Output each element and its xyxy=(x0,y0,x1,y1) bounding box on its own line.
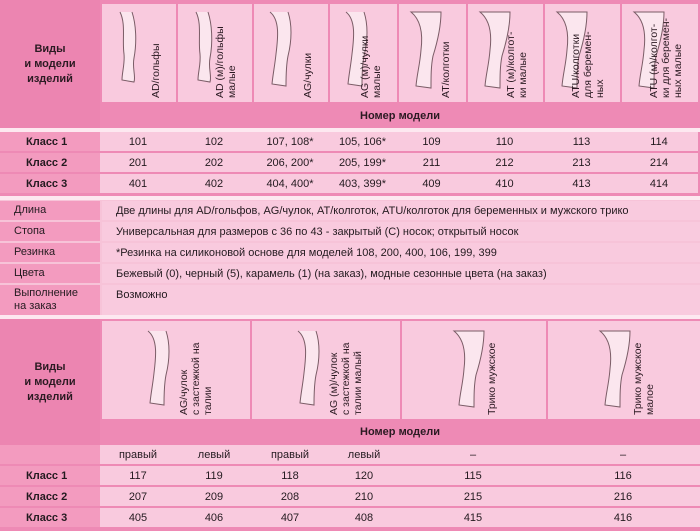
label-line: Виды xyxy=(34,360,66,373)
product-name-line: с застежкой на xyxy=(190,342,202,415)
product-header xyxy=(178,4,252,102)
label-line: изделий xyxy=(27,390,73,403)
leg-icon xyxy=(110,10,150,90)
info-value: *Резинка на силиконовой основе для моделей 108, 200, 400, 106, 199, 399 xyxy=(102,243,700,262)
model-number-cell: 107, 108* xyxy=(252,132,328,151)
info-label xyxy=(0,222,100,241)
label-line: Выполнение xyxy=(14,287,79,299)
table2-model-band: Номер модели xyxy=(100,421,700,443)
class-label: Класс 2 xyxy=(0,153,100,172)
model-number-cell: 102 xyxy=(176,132,252,151)
product-name-line: малые xyxy=(371,65,383,98)
product-header xyxy=(254,4,328,102)
model-number-cell: 404, 400* xyxy=(252,174,328,193)
product-name-line: Трико мужское xyxy=(632,342,644,415)
label-line: и модели xyxy=(24,57,76,70)
class-label: Класс 3 xyxy=(0,174,100,193)
product-header xyxy=(622,4,698,102)
model-number-cell: 403, 399* xyxy=(328,174,397,193)
side-cell: – xyxy=(546,445,700,464)
model-number-cell: 118 xyxy=(252,466,328,485)
info-value: Бежевый (0), черный (5), карамель (1) (на заказ), модные сезонные цвета (на заказ) xyxy=(102,264,700,283)
model-number-cell: 410 xyxy=(466,174,543,193)
side-cell: левый xyxy=(328,445,400,464)
model-number-cell: 211 xyxy=(397,153,466,172)
model-number-cell: 213 xyxy=(543,153,620,172)
product-name-line: AD/гольфы xyxy=(150,43,162,98)
model-number-cell: 215 xyxy=(400,487,546,506)
label-line: на заказ xyxy=(14,300,57,312)
product-name-line: ки для беремен- xyxy=(660,17,672,98)
product-name-line: ных малые xyxy=(672,43,684,98)
info-value: Две длины для AD/гольфов, AG/чулок, AT/колготок, ATU/колготок для беременных и мужского трико xyxy=(102,201,700,220)
model-number-cell: 116 xyxy=(546,466,700,485)
product-header xyxy=(102,4,176,102)
class-label: Класс 1 xyxy=(0,132,100,151)
model-number-cell: 206, 200* xyxy=(252,153,328,172)
product-name-line: AG (м)/чулки xyxy=(359,35,371,98)
product-name-line: талии xyxy=(202,386,214,415)
info-gap xyxy=(0,196,700,200)
product-header xyxy=(548,321,700,419)
model-number-cell: 207 xyxy=(100,487,176,506)
product-name-line: AG/чулки xyxy=(302,52,314,98)
model-number-cell: 202 xyxy=(176,153,252,172)
side-cell: – xyxy=(400,445,546,464)
model-number-cell: 414 xyxy=(620,174,698,193)
info-label xyxy=(0,264,100,283)
model-number-cell: 109 xyxy=(397,132,466,151)
model-number-cell: 101 xyxy=(100,132,176,151)
table1-side-label xyxy=(0,0,100,128)
leg-icon xyxy=(290,329,330,409)
product-header xyxy=(102,321,250,419)
model-number-cell: 117 xyxy=(100,466,176,485)
table1-model-band: Номер модели xyxy=(100,104,700,128)
model-number-cell: 119 xyxy=(176,466,252,485)
model-number-cell: 408 xyxy=(328,508,400,527)
model-number-cell: 405 xyxy=(100,508,176,527)
info-label xyxy=(0,201,100,220)
model-number-cell: 416 xyxy=(546,508,700,527)
model-number-cell: 210 xyxy=(328,487,400,506)
product-name-line: с застежкой на xyxy=(340,342,352,415)
product-header xyxy=(399,4,466,102)
label-line: изделий xyxy=(27,72,73,85)
product-header xyxy=(402,321,546,419)
product-name-line: ки малые xyxy=(517,52,529,98)
label-line: Стопа xyxy=(14,225,46,237)
product-name-line: Трико мужское xyxy=(486,342,498,415)
product-name-line: AG (м)/чулок xyxy=(328,352,340,415)
label-line: и модели xyxy=(24,375,76,388)
product-name-line: AT (м)/колгот- xyxy=(505,31,517,98)
model-number-cell: 406 xyxy=(176,508,252,527)
product-name-line: малое xyxy=(644,384,656,415)
side-cell: правый xyxy=(252,445,328,464)
product-name-line: AD (м)/гольфы xyxy=(214,26,226,98)
product-name-line: малые xyxy=(226,65,238,98)
class-label: Класс 2 xyxy=(0,487,100,506)
model-number-cell: 212 xyxy=(466,153,543,172)
product-header xyxy=(468,4,543,102)
label-line: Цвета xyxy=(14,267,45,279)
info-label xyxy=(0,285,100,315)
side-label-blank xyxy=(0,445,100,464)
model-number-cell: 401 xyxy=(100,174,176,193)
model-number-cell: 208 xyxy=(252,487,328,506)
info-value: Возможно xyxy=(102,285,700,315)
product-header xyxy=(330,4,397,102)
model-number-cell: 214 xyxy=(620,153,698,172)
model-number-cell: 120 xyxy=(328,466,400,485)
leg-icon xyxy=(596,329,636,409)
leg-icon xyxy=(450,329,490,409)
model-number-cell: 407 xyxy=(252,508,328,527)
class-label: Класс 3 xyxy=(0,508,100,527)
model-number-cell: 409 xyxy=(397,174,466,193)
model-number-cell: 402 xyxy=(176,174,252,193)
model-number-cell: 115 xyxy=(400,466,546,485)
model-number-cell: 110 xyxy=(466,132,543,151)
product-name-line: талии малый xyxy=(352,351,364,415)
side-cell: правый xyxy=(100,445,176,464)
model-number-cell: 413 xyxy=(543,174,620,193)
model-number-cell: 114 xyxy=(620,132,698,151)
info-value: Универсальная для размеров с 36 по 43 - закрытый (С) носок; открытый носок xyxy=(102,222,700,241)
model-number-cell: 209 xyxy=(176,487,252,506)
label-line: Длина xyxy=(14,204,47,216)
label-line: Резинка xyxy=(14,246,56,258)
table2-side-label xyxy=(0,319,100,445)
info-label xyxy=(0,243,100,262)
product-header xyxy=(252,321,400,419)
model-number-cell: 205, 199* xyxy=(328,153,397,172)
model-number-cell: 216 xyxy=(546,487,700,506)
side-cell: левый xyxy=(176,445,252,464)
class-label: Класс 1 xyxy=(0,466,100,485)
leg-icon xyxy=(262,10,302,90)
product-name-line: для беремен- xyxy=(582,31,594,98)
model-number-cell: 201 xyxy=(100,153,176,172)
model-number-cell: 415 xyxy=(400,508,546,527)
product-name-line: ATU/колготки xyxy=(570,33,582,98)
product-name-line: AG/чулок xyxy=(178,369,190,415)
product-name-line: AT/колготки xyxy=(440,41,452,98)
label-line: Виды xyxy=(34,42,66,55)
product-name-line: ATU (м)/колгот- xyxy=(648,23,660,98)
product-header xyxy=(545,4,620,102)
model-number-cell: 105, 106* xyxy=(328,132,397,151)
leg-icon xyxy=(140,329,180,409)
product-name-line: ных xyxy=(594,79,606,98)
model-number-cell: 113 xyxy=(543,132,620,151)
